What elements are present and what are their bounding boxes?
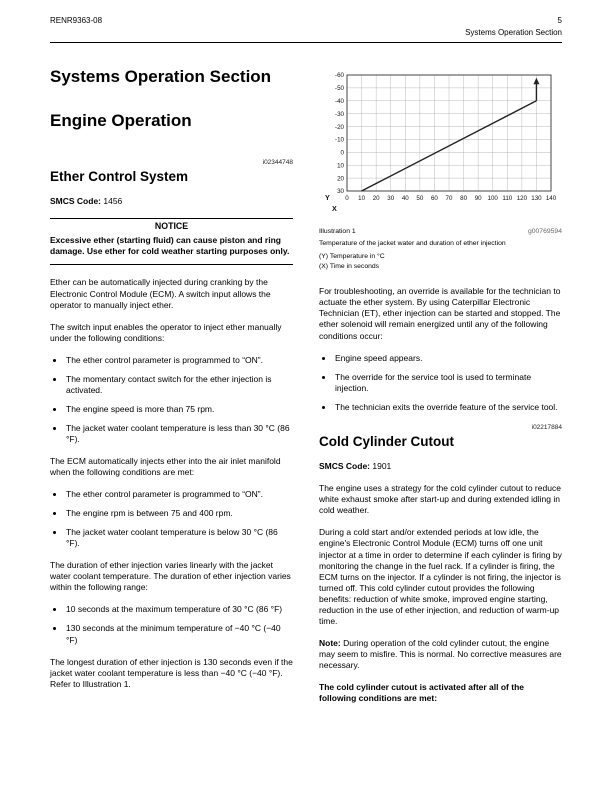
smcs-code [319,461,562,471]
topic-heading-cold-cylinder-cutout: Cold Cylinder Cutout [319,433,454,449]
illustration-1-figure [319,67,562,224]
bullet-list-auto-conditions [50,489,293,549]
article-id: i02217884 [531,423,562,431]
list-item: • The override for the service tool is used to terminate injection. [334,372,562,394]
svg-text:100: 100 [487,194,498,202]
notice-body: Excessive ether (starting fluid) can cause piston and ring damage. Use ether for cold weather starting purposes only. [50,235,290,257]
svg-text:-30: -30 [335,110,344,118]
list-item: • The engine rpm is between 75 and 400 rpm. [65,508,293,519]
list-item: • 130 seconds at the minimum temperature of −40 °C (−40 °F) [65,623,293,645]
smcs-code [50,196,293,206]
chapter-title: Engine Operation [50,111,192,131]
svg-text:130: 130 [531,194,542,202]
smcs-value: 1456 [103,196,123,207]
notice-title: NOTICE [154,221,189,232]
svg-text:20: 20 [337,175,344,183]
svg-text:-20: -20 [335,123,344,131]
section-title: Systems Operation Section [50,66,272,86]
list-item: • The momentary contact switch for the ether injection is activated. [65,374,293,396]
svg-text:60: 60 [430,194,438,202]
legend-x-axis: (X) Time in seconds [319,263,380,271]
svg-text:50: 50 [416,194,424,202]
list-item: • The technician exits the override feature of the service tool. [334,402,562,413]
paragraph: During a cold start and/or extended periods at low idle, the engine's Electronic Control Module (ECM) turns off one unit injector at a time in order to determine if each cylinder is firing by monitoring the change in the fuel rack. If a cylinder is firing, the ECM turns on the injector. If a cylinder is not firing, the injector is turned off. This cold cylinder cutout provides the following benefits: reduction of white smoke, improved engine starting, reduction in the use of ether injection, and reduction of warm-up time. [319,527,562,626]
smcs-value: 1901 [372,461,392,472]
list-item: • The engine speed is more than 75 rpm. [65,404,293,415]
note-body: During operation of the cold cylinder cutout, the engine may seem to misfire. This is normal. No corrective measures are necessary. [319,637,562,670]
svg-text:10: 10 [337,162,344,170]
page-header-section [50,28,562,38]
paragraph: The engine uses a strategy for the cold cylinder cutout to reduce white exhaust smoke after start-up and during extended idling in cold weather. [319,483,561,516]
list-item: • Engine speed appears. [334,353,562,364]
svg-text:110: 110 [502,194,513,202]
list-item: • The jacket water coolant temperature is less than 30 °C (86 °F). [65,423,293,445]
doc-number: RENR9363-08 [50,16,103,25]
bullet-list-manual-conditions [50,355,293,445]
svg-text:-60: -60 [335,71,344,79]
smcs-label: SMCS Code: [50,196,101,207]
list-item: • 10 seconds at the maximum temperature of 30 °C (86 °F) [65,604,293,615]
note-paragraph [319,638,562,671]
paragraph-bold: The cold cylinder cutout is activated after all of the following conditions are met: [319,681,524,704]
illustration-1-chart [319,67,563,219]
illustration-legend [319,252,562,272]
svg-text:140: 140 [545,194,557,202]
paragraph: The duration of ether injection varies linearly with the jacket water coolant temperature. The duration of ether injection varies within the following range: [50,560,291,593]
svg-text:0: 0 [340,149,344,157]
paragraph: Ether can be automatically injected during cranking by the Electronic Control Module (ECM). A switch input allows the operator to manually inject ether. [50,277,271,310]
svg-text:80: 80 [460,194,468,202]
article-id: i02344748 [262,158,293,166]
paragraph: For troubleshooting, an override is available for the technician to actuate the ether system. By using Caterpillar Electronic Technician (ET), ether injection can be started and stopped. The ether solenoid will remain energized until any of the following conditions occur: [319,286,561,341]
bullet-list-override-conditions [319,353,562,413]
note-label: Note: [319,637,341,648]
section-title-header: Systems Operation Section [465,28,562,38]
illustration-label: Illustration 1 [319,227,356,235]
page-number: 5 [557,16,562,25]
svg-text:X: X [332,203,337,213]
paragraph: The switch input enables the operator to inject ether manually under the following conditions: [50,321,282,343]
topic-heading-ether-control: Ether Control System [50,168,189,184]
svg-text:90: 90 [474,194,482,202]
illustration-caption-row [319,228,562,235]
svg-text:20: 20 [372,194,380,202]
left-column [50,67,293,715]
svg-text:-40: -40 [335,97,344,105]
svg-text:120: 120 [516,194,528,202]
svg-text:-50: -50 [335,84,344,92]
svg-text:Y: Y [325,192,330,202]
right-column [319,67,562,715]
illustration-graphic-id: g00769594 [527,227,562,235]
notice-box [50,218,293,265]
list-item: • The ether control parameter is programmed to “ON”. [65,489,293,500]
page-header [50,16,562,26]
paragraph: The longest duration of ether injection is 130 seconds even if the jacket water coolant temperature is less than −40 °C (−40 °F). Refer to Illustration 1. [50,656,293,689]
svg-text:30: 30 [337,187,344,195]
list-item: • The jacket water coolant temperature is below 30 °C (86 °F). [65,527,293,549]
svg-text:10: 10 [358,194,366,202]
svg-text:40: 40 [401,194,409,202]
legend-y-axis: (Y) Temperature in °C [319,252,385,260]
smcs-label: SMCS Code: [319,461,370,472]
list-item: • The ether control parameter is programmed to “ON”. [65,355,293,366]
svg-text:30: 30 [387,194,395,202]
paragraph: The ECM automatically injects ether into the air inlet manifold when the following conditions are met: [50,456,281,478]
illustration-caption: Temperature of the jacket water and duration of ether injection [319,239,506,247]
svg-text:-10: -10 [335,136,344,144]
svg-text:0: 0 [345,194,349,202]
two-column-content [50,67,562,715]
header-rule [50,42,562,43]
bullet-list-duration-range [50,604,293,645]
svg-text:70: 70 [445,194,453,202]
